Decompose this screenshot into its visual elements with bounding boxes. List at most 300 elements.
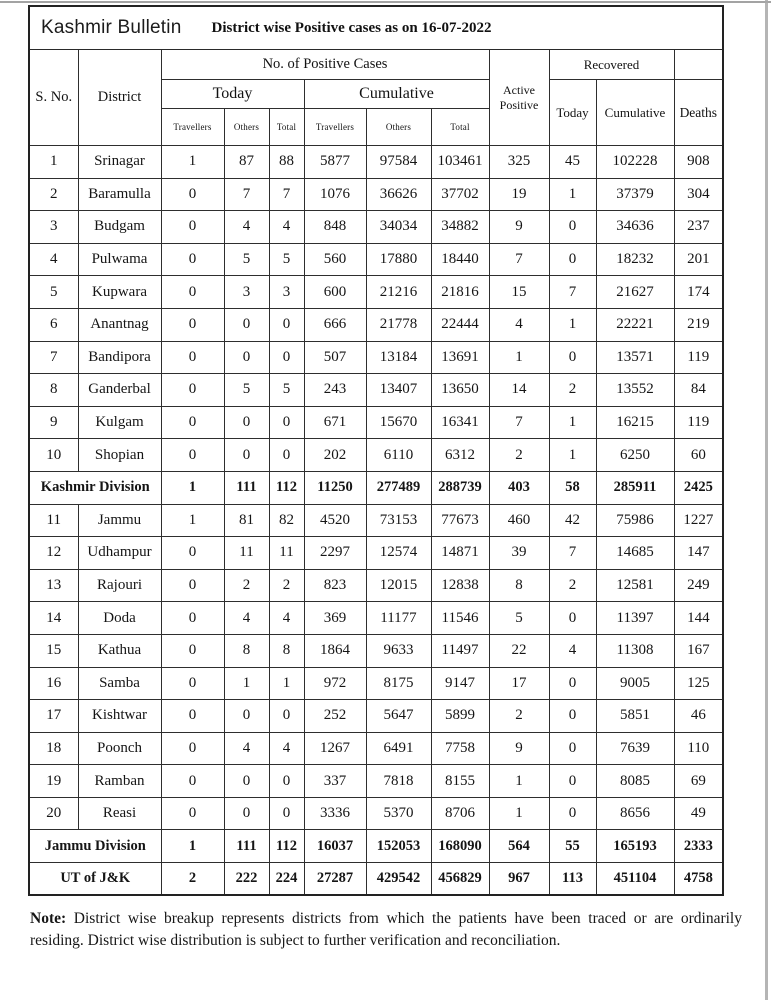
cell-district: Kupwara <box>78 276 161 309</box>
cell-active: 5 <box>489 602 549 635</box>
cell-s-no: 1 <box>29 146 78 179</box>
cell-s-no: 13 <box>29 569 78 602</box>
cell-today-total: 5 <box>269 243 304 276</box>
cell-today-others: 0 <box>224 797 269 830</box>
right-edge-line <box>765 0 768 1000</box>
cell-today-travellers: 1 <box>161 471 224 504</box>
cell-cum-others: 13407 <box>366 374 431 407</box>
cell-cum-total: 37702 <box>431 178 489 211</box>
cell-s-no: 3 <box>29 211 78 244</box>
cell-cum-total: 9147 <box>431 667 489 700</box>
cell-cum-total: 168090 <box>431 830 489 863</box>
district-row <box>29 341 723 374</box>
cell-cum-travellers: 202 <box>304 439 366 472</box>
cell-cum-others: 73153 <box>366 504 431 537</box>
cell-cum-travellers: 337 <box>304 765 366 798</box>
cell-today-travellers: 0 <box>161 797 224 830</box>
cell-deaths: 125 <box>674 667 723 700</box>
cell-rec-today: 0 <box>549 765 596 798</box>
cell-today-others: 5 <box>224 374 269 407</box>
cell-today-travellers: 0 <box>161 178 224 211</box>
cell-district: Kulgam <box>78 406 161 439</box>
district-positive-cases-table <box>28 5 724 896</box>
cell-deaths: 46 <box>674 700 723 733</box>
cell-today-total: 4 <box>269 211 304 244</box>
col-header-deaths: Deaths <box>674 80 723 146</box>
col-header-today: Today <box>161 80 304 109</box>
page <box>28 5 744 952</box>
district-row <box>29 569 723 602</box>
cell-s-no: 17 <box>29 700 78 733</box>
cell-today-travellers: 0 <box>161 634 224 667</box>
cell-cum-travellers: 507 <box>304 341 366 374</box>
cell-rec-today: 0 <box>549 700 596 733</box>
district-row <box>29 667 723 700</box>
cell-cum-total: 14871 <box>431 537 489 570</box>
cell-active: 1 <box>489 765 549 798</box>
cell-deaths: 49 <box>674 797 723 830</box>
cell-active: 460 <box>489 504 549 537</box>
col-header-active-positive: Active Positive <box>489 50 549 146</box>
cell-rec-cumulative: 13552 <box>596 374 674 407</box>
cell-today-travellers: 0 <box>161 732 224 765</box>
cell-deaths: 147 <box>674 537 723 570</box>
cell-today-travellers: 1 <box>161 830 224 863</box>
cell-deaths: 174 <box>674 276 723 309</box>
cell-deaths: 119 <box>674 341 723 374</box>
cell-district: Rajouri <box>78 569 161 602</box>
cell-cum-travellers: 1076 <box>304 178 366 211</box>
district-row <box>29 439 723 472</box>
cell-active: 19 <box>489 178 549 211</box>
cell-today-travellers: 0 <box>161 765 224 798</box>
cell-today-others: 0 <box>224 406 269 439</box>
cell-rec-cumulative: 165193 <box>596 830 674 863</box>
col-header-positive-cases: No. of Positive Cases <box>161 50 489 80</box>
cell-today-others: 0 <box>224 765 269 798</box>
cell-rec-cumulative: 11397 <box>596 602 674 635</box>
cell-active: 564 <box>489 830 549 863</box>
cell-today-total: 8 <box>269 634 304 667</box>
cell-rec-today: 2 <box>549 374 596 407</box>
cell-s-no: 15 <box>29 634 78 667</box>
cell-today-others: 2 <box>224 569 269 602</box>
cell-cum-others: 17880 <box>366 243 431 276</box>
cell-cum-others: 7818 <box>366 765 431 798</box>
division-summary-row <box>29 830 723 863</box>
cell-deaths: 201 <box>674 243 723 276</box>
cell-rec-cumulative: 16215 <box>596 406 674 439</box>
district-row <box>29 276 723 309</box>
cell-cum-total: 21816 <box>431 276 489 309</box>
cell-today-total: 0 <box>269 439 304 472</box>
cell-cum-others: 277489 <box>366 471 431 504</box>
cell-cum-others: 5370 <box>366 797 431 830</box>
cell-today-total: 82 <box>269 504 304 537</box>
cell-rec-cumulative: 34636 <box>596 211 674 244</box>
cell-cum-travellers: 4520 <box>304 504 366 537</box>
col-header-cumulative-others: Others <box>366 109 431 146</box>
cell-rec-today: 0 <box>549 797 596 830</box>
cell-cum-total: 13691 <box>431 341 489 374</box>
cell-deaths: 249 <box>674 569 723 602</box>
cell-today-travellers: 0 <box>161 406 224 439</box>
district-row <box>29 504 723 537</box>
col-header-district: District <box>78 50 161 146</box>
deaths-spacer-cell <box>674 50 723 80</box>
cell-rec-today: 58 <box>549 471 596 504</box>
cell-district: Doda <box>78 602 161 635</box>
cell-today-total: 0 <box>269 797 304 830</box>
cell-district: Poonch <box>78 732 161 765</box>
cell-today-travellers: 1 <box>161 504 224 537</box>
col-header-recovered-cumulative: Cumulative <box>596 80 674 146</box>
col-header-today-total: Total <box>269 109 304 146</box>
cell-district: Udhampur <box>78 537 161 570</box>
cell-cum-travellers: 600 <box>304 276 366 309</box>
cell-active: 22 <box>489 634 549 667</box>
col-header-recovered-today: Today <box>549 80 596 146</box>
cell-cum-others: 97584 <box>366 146 431 179</box>
cell-cum-travellers: 3336 <box>304 797 366 830</box>
footnote-label: Note: <box>30 910 67 928</box>
cell-s-no: 16 <box>29 667 78 700</box>
cell-cum-total: 34882 <box>431 211 489 244</box>
cell-active: 967 <box>489 863 549 896</box>
cell-active: 17 <box>489 667 549 700</box>
cell-cum-total: 288739 <box>431 471 489 504</box>
cell-cum-total: 13650 <box>431 374 489 407</box>
cell-rec-cumulative: 451104 <box>596 863 674 896</box>
cell-today-others: 8 <box>224 634 269 667</box>
cell-cum-others: 36626 <box>366 178 431 211</box>
district-row <box>29 211 723 244</box>
district-row <box>29 797 723 830</box>
cell-active: 403 <box>489 471 549 504</box>
cell-active: 39 <box>489 537 549 570</box>
cell-deaths: 908 <box>674 146 723 179</box>
cell-today-total: 0 <box>269 341 304 374</box>
cell-rec-cumulative: 8085 <box>596 765 674 798</box>
cell-s-no: 7 <box>29 341 78 374</box>
cell-today-others: 3 <box>224 276 269 309</box>
cell-cum-total: 7758 <box>431 732 489 765</box>
top-edge-line <box>0 1 771 3</box>
footnote-text: District wise breakup represents districts from which the patients have been traced or are ordinarily residing. District wise distribution is subject to further verification and reconciliation. <box>30 910 742 950</box>
cell-active: 325 <box>489 146 549 179</box>
cell-cum-others: 8175 <box>366 667 431 700</box>
cell-district: Budgam <box>78 211 161 244</box>
cell-today-total: 7 <box>269 178 304 211</box>
cell-cum-others: 5647 <box>366 700 431 733</box>
district-row <box>29 537 723 570</box>
cell-cum-travellers: 671 <box>304 406 366 439</box>
cell-district: Samba <box>78 667 161 700</box>
cell-district: Anantnag <box>78 308 161 341</box>
cell-district: Ganderbal <box>78 374 161 407</box>
cell-today-others: 7 <box>224 178 269 211</box>
cell-today-travellers: 0 <box>161 308 224 341</box>
cell-today-total: 112 <box>269 830 304 863</box>
cell-s-no: 9 <box>29 406 78 439</box>
col-header-cumulative: Cumulative <box>304 80 489 109</box>
cell-cum-others: 34034 <box>366 211 431 244</box>
cell-today-others: 0 <box>224 439 269 472</box>
ut-total-row <box>29 863 723 896</box>
cell-row-label: UT of J&K <box>29 863 161 896</box>
cell-district: Pulwama <box>78 243 161 276</box>
cell-cum-travellers: 369 <box>304 602 366 635</box>
cell-active: 1 <box>489 797 549 830</box>
cell-today-total: 2 <box>269 569 304 602</box>
cell-rec-today: 42 <box>549 504 596 537</box>
cell-rec-cumulative: 37379 <box>596 178 674 211</box>
cell-s-no: 12 <box>29 537 78 570</box>
district-row <box>29 700 723 733</box>
cell-cum-others: 12574 <box>366 537 431 570</box>
cell-today-travellers: 0 <box>161 374 224 407</box>
cell-deaths: 2333 <box>674 830 723 863</box>
cell-cum-travellers: 560 <box>304 243 366 276</box>
cell-cum-total: 11546 <box>431 602 489 635</box>
cell-today-travellers: 0 <box>161 243 224 276</box>
cell-active: 8 <box>489 569 549 602</box>
cell-cum-total: 12838 <box>431 569 489 602</box>
cell-rec-today: 55 <box>549 830 596 863</box>
cell-rec-cumulative: 11308 <box>596 634 674 667</box>
cell-cum-others: 15670 <box>366 406 431 439</box>
cell-cum-total: 16341 <box>431 406 489 439</box>
cell-cum-others: 9633 <box>366 634 431 667</box>
cell-deaths: 144 <box>674 602 723 635</box>
district-row <box>29 374 723 407</box>
cell-rec-cumulative: 102228 <box>596 146 674 179</box>
cell-rec-today: 2 <box>549 569 596 602</box>
cell-deaths: 219 <box>674 308 723 341</box>
cell-today-travellers: 0 <box>161 341 224 374</box>
cell-active: 4 <box>489 308 549 341</box>
cell-s-no: 4 <box>29 243 78 276</box>
cell-today-others: 111 <box>224 471 269 504</box>
cell-today-travellers: 1 <box>161 146 224 179</box>
cell-cum-travellers: 848 <box>304 211 366 244</box>
cell-cum-others: 6110 <box>366 439 431 472</box>
col-header-recovered: Recovered <box>549 50 674 80</box>
cell-deaths: 110 <box>674 732 723 765</box>
cell-rec-cumulative: 75986 <box>596 504 674 537</box>
cell-rec-cumulative: 8656 <box>596 797 674 830</box>
cell-cum-others: 21778 <box>366 308 431 341</box>
cell-cum-travellers: 5877 <box>304 146 366 179</box>
cell-cum-travellers: 2297 <box>304 537 366 570</box>
cell-today-total: 0 <box>269 765 304 798</box>
cell-today-total: 224 <box>269 863 304 896</box>
cell-cum-others: 429542 <box>366 863 431 896</box>
cell-cum-total: 456829 <box>431 863 489 896</box>
cell-rec-today: 1 <box>549 439 596 472</box>
col-header-today-travellers: Travellers <box>161 109 224 146</box>
cell-district: Reasi <box>78 797 161 830</box>
district-row <box>29 732 723 765</box>
cell-today-others: 81 <box>224 504 269 537</box>
cell-s-no: 20 <box>29 797 78 830</box>
cell-cum-total: 5899 <box>431 700 489 733</box>
cell-rec-today: 0 <box>549 602 596 635</box>
district-row <box>29 765 723 798</box>
col-header-today-others: Others <box>224 109 269 146</box>
cell-s-no: 19 <box>29 765 78 798</box>
cell-active: 2 <box>489 700 549 733</box>
district-row <box>29 243 723 276</box>
cell-deaths: 1227 <box>674 504 723 537</box>
page-title: District wise Positive cases as on 16-07-2022 <box>211 19 492 36</box>
cell-today-total: 11 <box>269 537 304 570</box>
cell-cum-total: 18440 <box>431 243 489 276</box>
cell-active: 9 <box>489 211 549 244</box>
cell-rec-cumulative: 21627 <box>596 276 674 309</box>
cell-district: Bandipora <box>78 341 161 374</box>
cell-cum-total: 8706 <box>431 797 489 830</box>
cell-deaths: 167 <box>674 634 723 667</box>
cell-today-total: 0 <box>269 308 304 341</box>
cell-today-travellers: 0 <box>161 439 224 472</box>
cell-s-no: 11 <box>29 504 78 537</box>
cell-rec-cumulative: 14685 <box>596 537 674 570</box>
cell-rec-today: 1 <box>549 178 596 211</box>
cell-cum-total: 6312 <box>431 439 489 472</box>
cell-today-others: 0 <box>224 700 269 733</box>
cell-deaths: 60 <box>674 439 723 472</box>
cell-deaths: 237 <box>674 211 723 244</box>
cell-today-travellers: 0 <box>161 211 224 244</box>
cell-today-travellers: 0 <box>161 569 224 602</box>
cell-today-travellers: 0 <box>161 537 224 570</box>
cell-district: Ramban <box>78 765 161 798</box>
bulletin-source-label: Kashmir Bulletin <box>41 17 182 38</box>
cell-rec-today: 4 <box>549 634 596 667</box>
cell-s-no: 10 <box>29 439 78 472</box>
cell-today-total: 1 <box>269 667 304 700</box>
cell-today-travellers: 2 <box>161 863 224 896</box>
cell-active: 1 <box>489 341 549 374</box>
cell-cum-travellers: 27287 <box>304 863 366 896</box>
cell-today-travellers: 0 <box>161 700 224 733</box>
cell-today-total: 112 <box>269 471 304 504</box>
cell-rec-cumulative: 285911 <box>596 471 674 504</box>
cell-active: 2 <box>489 439 549 472</box>
cell-deaths: 69 <box>674 765 723 798</box>
cell-today-others: 222 <box>224 863 269 896</box>
cell-cum-travellers: 243 <box>304 374 366 407</box>
cell-district: Srinagar <box>78 146 161 179</box>
cell-rec-cumulative: 9005 <box>596 667 674 700</box>
cell-today-others: 4 <box>224 732 269 765</box>
cell-deaths: 119 <box>674 406 723 439</box>
cell-rec-today: 45 <box>549 146 596 179</box>
cell-today-others: 1 <box>224 667 269 700</box>
cell-cum-travellers: 11250 <box>304 471 366 504</box>
district-row <box>29 406 723 439</box>
cell-deaths: 304 <box>674 178 723 211</box>
cell-cum-others: 12015 <box>366 569 431 602</box>
cell-today-total: 0 <box>269 700 304 733</box>
cell-today-others: 0 <box>224 341 269 374</box>
cell-rec-cumulative: 5851 <box>596 700 674 733</box>
cell-rec-today: 0 <box>549 732 596 765</box>
table-body <box>29 146 723 896</box>
cell-rec-cumulative: 18232 <box>596 243 674 276</box>
cell-row-label: Jammu Division <box>29 830 161 863</box>
cell-today-others: 11 <box>224 537 269 570</box>
cell-deaths: 4758 <box>674 863 723 896</box>
cell-row-label: Kashmir Division <box>29 471 161 504</box>
cell-cum-others: 6491 <box>366 732 431 765</box>
cell-district: Jammu <box>78 504 161 537</box>
cell-s-no: 6 <box>29 308 78 341</box>
cell-active: 7 <box>489 406 549 439</box>
cell-today-travellers: 0 <box>161 602 224 635</box>
district-row <box>29 146 723 179</box>
district-row <box>29 308 723 341</box>
division-summary-row <box>29 471 723 504</box>
cell-cum-travellers: 252 <box>304 700 366 733</box>
cell-cum-others: 21216 <box>366 276 431 309</box>
cell-active: 14 <box>489 374 549 407</box>
cell-rec-today: 1 <box>549 406 596 439</box>
cell-rec-today: 7 <box>549 537 596 570</box>
cell-cum-others: 13184 <box>366 341 431 374</box>
cell-today-total: 5 <box>269 374 304 407</box>
col-header-cumulative-travellers: Travellers <box>304 109 366 146</box>
cell-cum-travellers: 823 <box>304 569 366 602</box>
footnote <box>30 908 742 952</box>
cell-rec-today: 7 <box>549 276 596 309</box>
cell-rec-cumulative: 7639 <box>596 732 674 765</box>
title-cell <box>29 6 723 50</box>
cell-cum-others: 152053 <box>366 830 431 863</box>
cell-rec-today: 1 <box>549 308 596 341</box>
cell-deaths: 84 <box>674 374 723 407</box>
cell-s-no: 2 <box>29 178 78 211</box>
cell-today-others: 87 <box>224 146 269 179</box>
cell-cum-travellers: 666 <box>304 308 366 341</box>
col-header-s-no: S. No. <box>29 50 78 146</box>
cell-cum-travellers: 1864 <box>304 634 366 667</box>
col-header-cumulative-total: Total <box>431 109 489 146</box>
cell-s-no: 5 <box>29 276 78 309</box>
cell-today-total: 3 <box>269 276 304 309</box>
cell-s-no: 18 <box>29 732 78 765</box>
cell-cum-travellers: 1267 <box>304 732 366 765</box>
cell-today-total: 88 <box>269 146 304 179</box>
header-row-groups <box>29 50 723 80</box>
cell-today-others: 5 <box>224 243 269 276</box>
cell-rec-today: 0 <box>549 243 596 276</box>
cell-district: Kishtwar <box>78 700 161 733</box>
cell-today-total: 4 <box>269 602 304 635</box>
cell-cum-total: 22444 <box>431 308 489 341</box>
cell-today-others: 0 <box>224 308 269 341</box>
cell-rec-today: 113 <box>549 863 596 896</box>
cell-cum-others: 11177 <box>366 602 431 635</box>
cell-today-travellers: 0 <box>161 276 224 309</box>
title-row <box>29 6 723 50</box>
cell-deaths: 2425 <box>674 471 723 504</box>
cell-rec-cumulative: 12581 <box>596 569 674 602</box>
cell-rec-today: 0 <box>549 211 596 244</box>
cell-s-no: 14 <box>29 602 78 635</box>
cell-s-no: 8 <box>29 374 78 407</box>
